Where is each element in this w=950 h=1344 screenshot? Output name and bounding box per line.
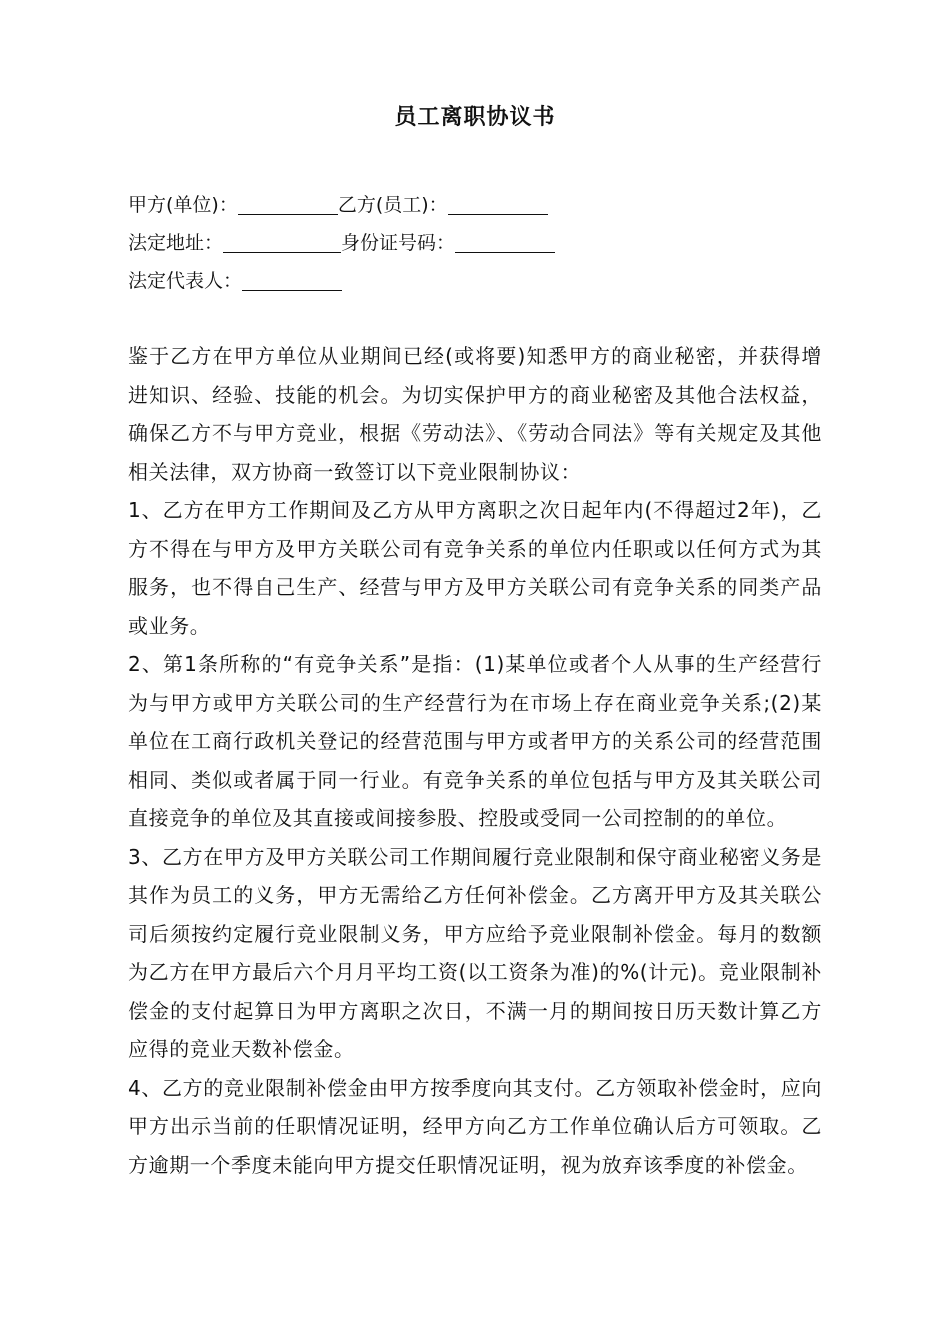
agreement-body bbox=[128, 337, 822, 1184]
party-a-label: 甲方(单位)： bbox=[128, 194, 238, 216]
id-number-label: 身份证号码： bbox=[341, 232, 456, 254]
address-label: 法定地址： bbox=[128, 232, 224, 254]
clause-4-paragraph: 4、乙方的竞业限制补偿金由甲方按季度向其支付。乙方领取补偿金时，应向甲方出示当前的任职情况证明，经甲方向乙方工作单位确认后方可领取。乙方逾期一个季度未能向甲方提交任职情况证明，视为放弃该季度的补偿金。 bbox=[128, 1075, 822, 1177]
party-a-blank bbox=[238, 194, 338, 215]
party-row-3 bbox=[128, 262, 828, 300]
clause-3-paragraph: 3、乙方在甲方及甲方关联公司工作期间履行竞业限制和保守商业秘密义务是其作为员工的义务，甲方无需给乙方任何补偿金。乙方离开甲方及其关联公司后须按约定履行竞业限制义务，甲方应给予竞业限制补偿金。每月的数额为乙方在甲方最后六个月月平均工资(以工资条为准)的%(计元)。竞业限制补偿金的支付起算日为甲方离职之次日，不满一月的期间按日历天数计算乙方应得的竞业天数补偿金。 bbox=[128, 844, 822, 1061]
party-b-label: 乙方(员工)： bbox=[337, 194, 448, 216]
legal-representative-blank bbox=[242, 270, 342, 291]
document-title: 员工离职协议书 bbox=[394, 105, 556, 130]
clause-1-paragraph: 1、乙方在甲方工作期间及乙方从甲方离职之次日起年内(不得超过2年)，乙方不得在与甲方及甲方关联公司有竞争关系的单位内任职或以任何方式为其服务，也不得自己生产、经营与甲方及甲方关联公司有竞争关系的同类产品或业务。 bbox=[128, 498, 822, 638]
parties-block bbox=[128, 186, 828, 300]
id-number-blank bbox=[455, 232, 555, 253]
party-row-1 bbox=[128, 186, 828, 224]
clause-2-paragraph: 2、第1条所称的“有竞争关系”是指：(1)某单位或者个人从事的生产经营行为与甲方或甲方关联公司的生产经营行为在市场上存在商业竞争关系;(2)某单位在工商行政机关登记的经营范围与甲方或者甲方的关系公司的经营范围相同、类似或者属于同一行业。有竞争关系的单位包括与甲方及其关联公司直接竞争的单位及其直接或间接参股、控股或受同一公司控制的的单位。 bbox=[128, 652, 822, 830]
legal-representative-label: 法定代表人： bbox=[128, 270, 243, 292]
preamble-paragraph: 鉴于乙方在甲方单位从业期间已经(或将要)知悉甲方的商业秘密，并获得增进知识、经验、技能的机会。为切实保护甲方的商业秘密及其他合法权益，确保乙方不与甲方竞业，根据《劳动法》、《劳动合同法》等有关规定及其他相关法律，双方协商一致签订以下竞业限制协议： bbox=[128, 344, 822, 484]
party-row-2 bbox=[128, 224, 828, 262]
address-blank bbox=[223, 232, 341, 253]
party-b-blank bbox=[448, 194, 548, 215]
